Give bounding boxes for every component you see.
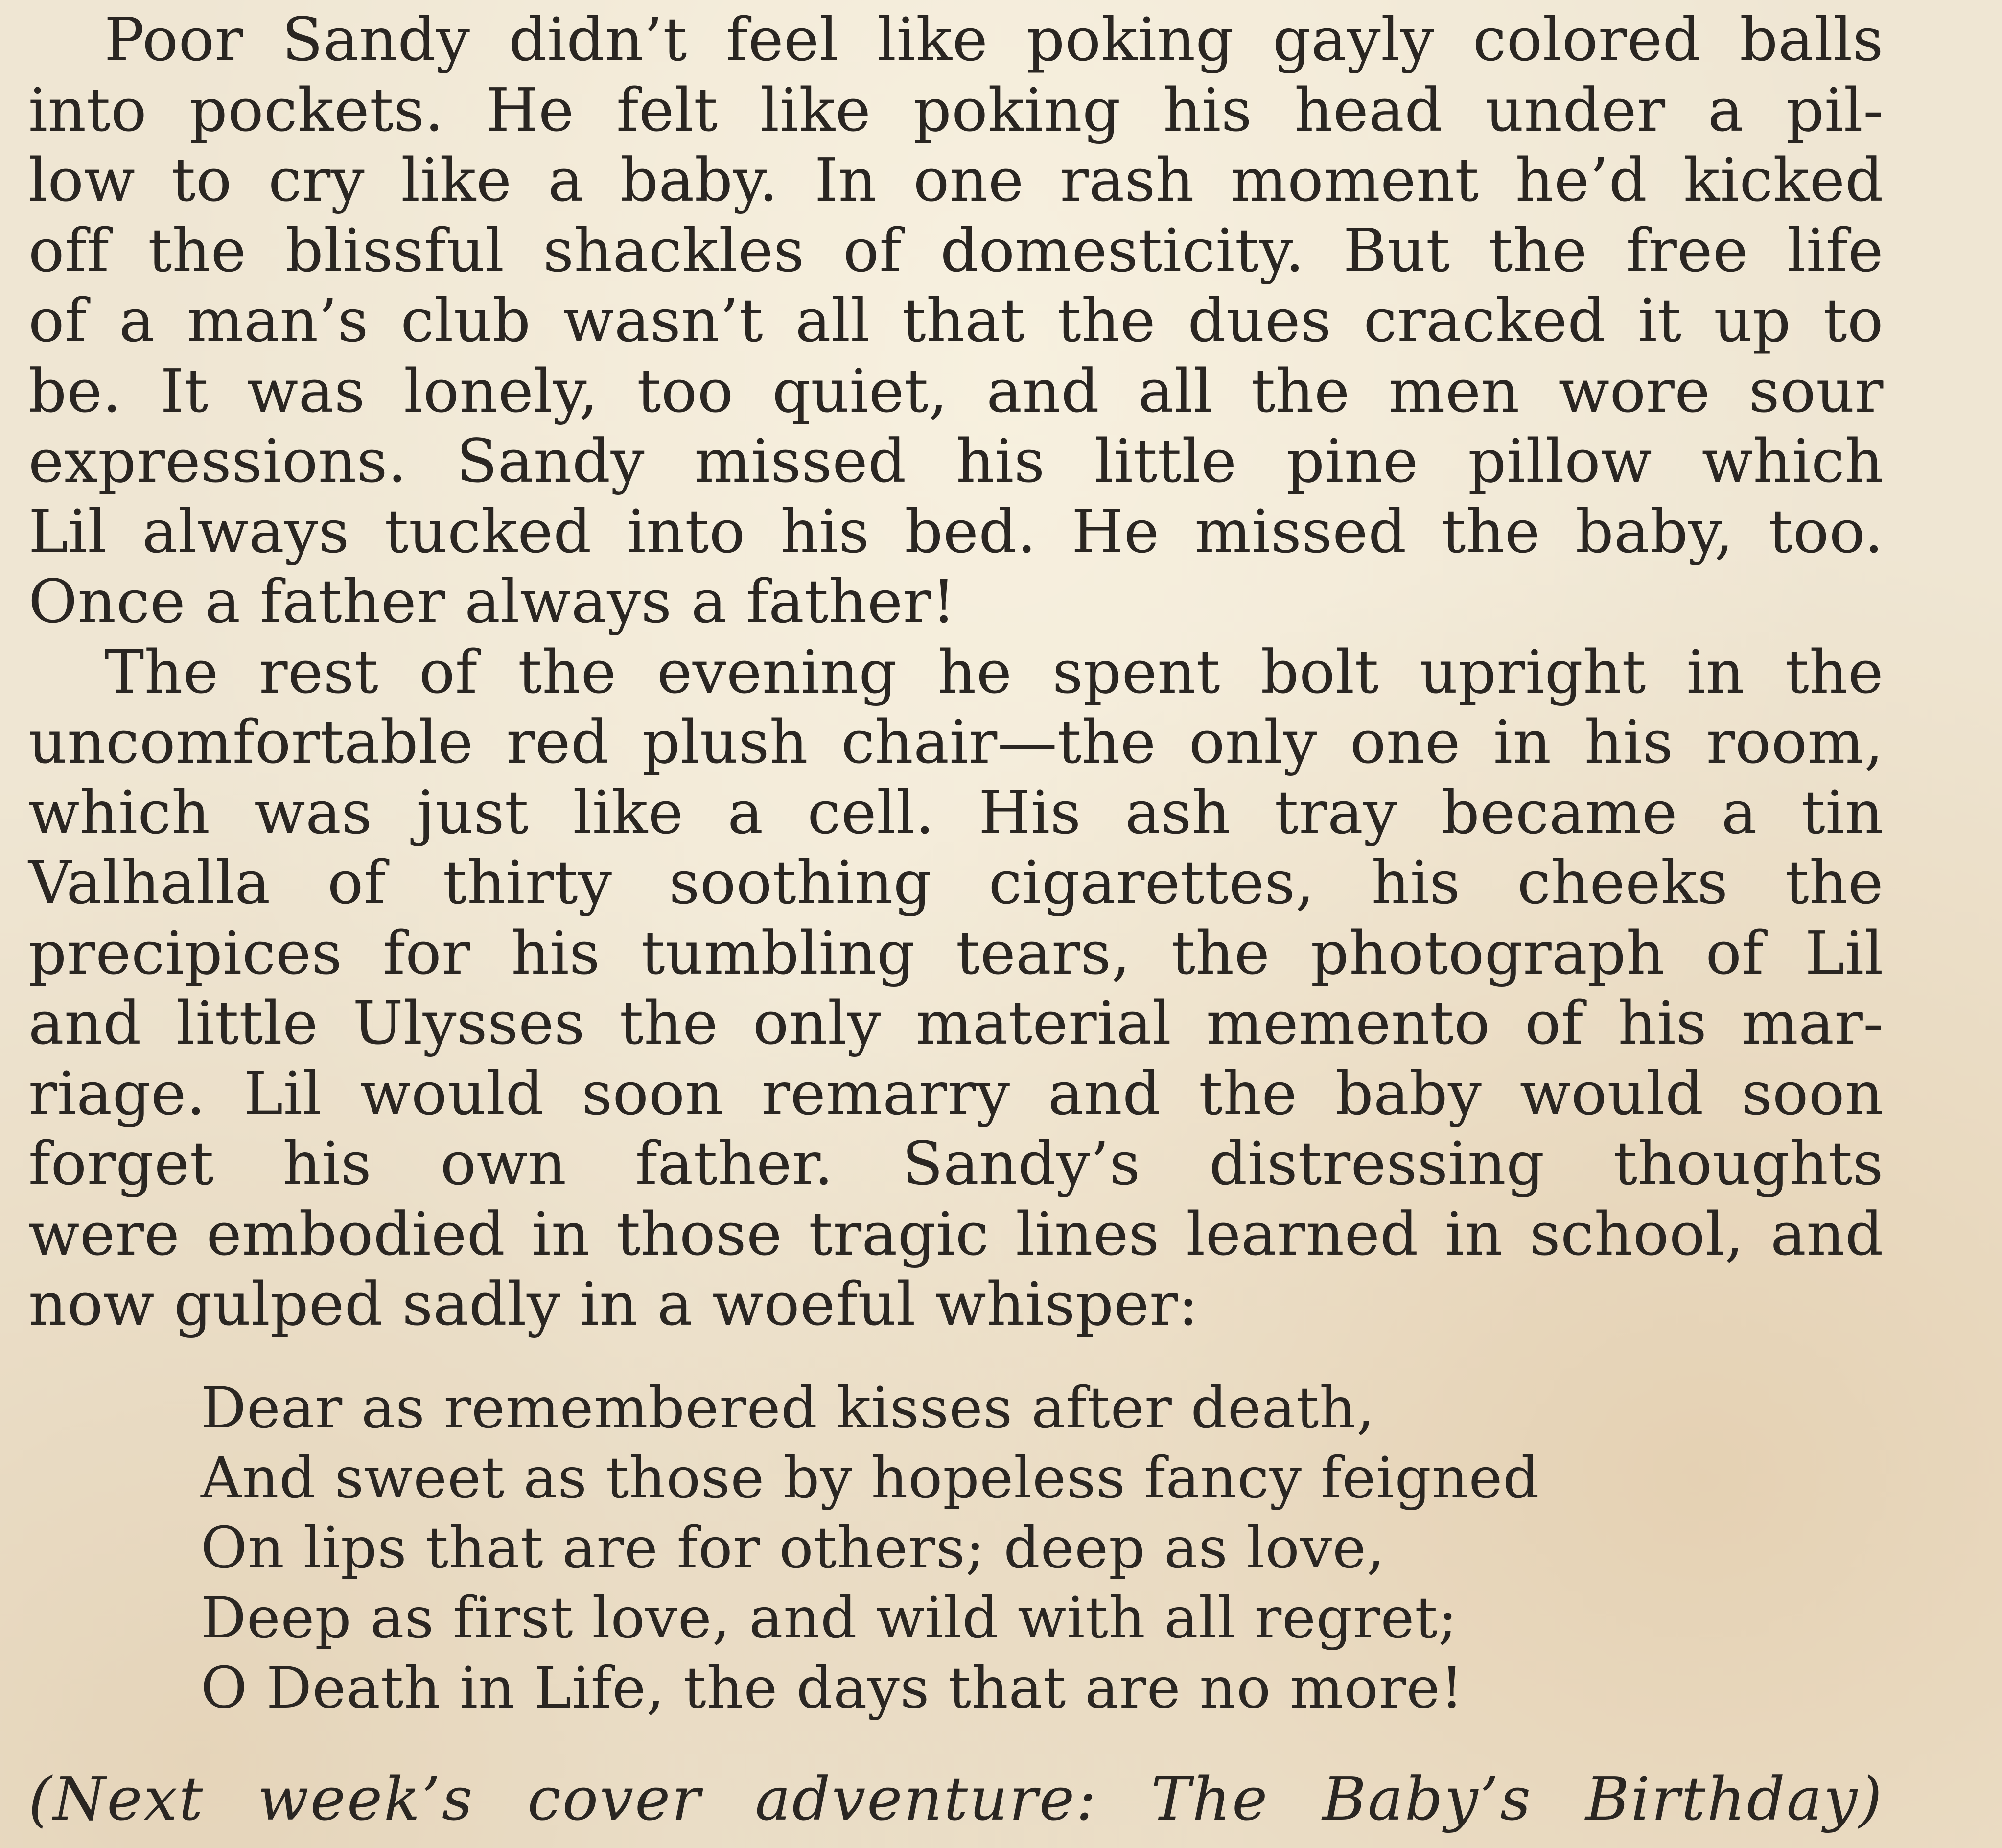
verse-line: And sweet as those by hopeless fancy feigned — [201, 1445, 1540, 1511]
paragraph-1 — [28, 5, 1884, 637]
verse-line: Dear as remembered kisses after death, — [201, 1375, 1375, 1441]
verse-line: On lips that are for others; deep as love, — [201, 1515, 1385, 1581]
text-line: which was just like a cell. His ash tray became a tin — [28, 777, 1884, 847]
text-line: and little Ulysses the only material memento of his mar- — [28, 988, 1884, 1058]
text-line: Valhalla of thirty soothing cigarettes, his cheeks the — [28, 848, 1884, 917]
text-line: Poor Sandy didn’t feel like poking gayly colored balls — [104, 5, 1884, 74]
text-line: were embodied in those tragic lines learned in school, and — [28, 1199, 1884, 1269]
text-line: The rest of the evening he spent bolt upright in the — [104, 637, 1884, 707]
text-line: of a man’s club wasn’t all that the dues cracked it up to — [28, 286, 1884, 355]
paragraph-2 — [28, 637, 1884, 1340]
poem-quote — [201, 1373, 1718, 1723]
text-line: be. It was lonely, too quiet, and all the men wore sour — [28, 356, 1884, 426]
verse-line: Deep as first love, and wild with all regret; — [201, 1585, 1458, 1651]
text-line: precipices for his tumbling tears, the photograph of Lil — [28, 918, 1884, 988]
text-line: into pockets. He felt like poking his head under a pil- — [28, 75, 1884, 145]
article-body — [28, 5, 1884, 1340]
text-line: Once a father always a father! — [28, 567, 956, 636]
text-line: Lil always tucked into his bed. He missed the baby, too. — [28, 496, 1884, 566]
next-week-note: (Next week’s cover adventure: The Baby’s Birthday) — [28, 1764, 1884, 1834]
text-line: uncomfortable red plush chair—the only one in his room, — [28, 707, 1884, 777]
text-line: expressions. Sandy missed his little pine pillow which — [28, 426, 1884, 496]
text-line: forget his own father. Sandy’s distressing thoughts — [28, 1129, 1884, 1198]
text-line: off the blissful shackles of domesticity. But the free life — [28, 215, 1884, 285]
verse-line: O Death in Life, the days that are no more! — [201, 1655, 1464, 1721]
text-line: riage. Lil would soon remarry and the baby would soon — [28, 1058, 1884, 1128]
text-line: now gulped sadly in a woeful whisper: — [28, 1269, 1199, 1339]
text-line: low to cry like a baby. In one rash moment he’d kicked — [28, 145, 1884, 215]
